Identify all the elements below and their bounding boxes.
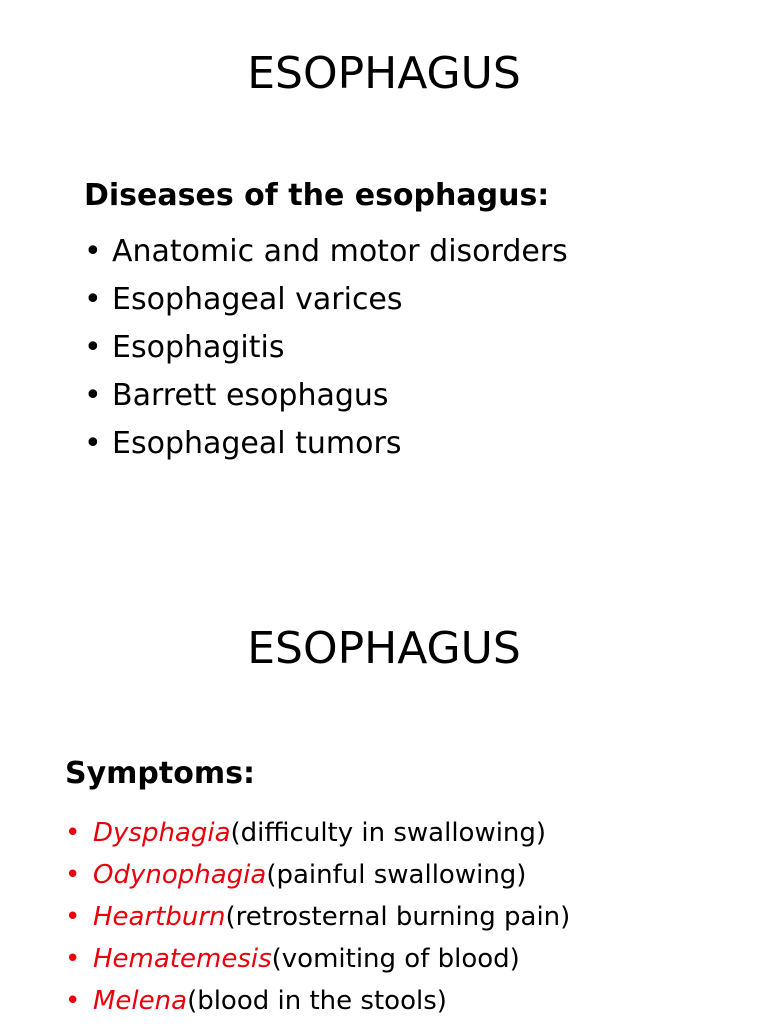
symptom-term: Dysphagia — [93, 818, 231, 848]
slide-title: ESOPHAGUS — [247, 48, 521, 99]
bullet-icon: • — [84, 234, 102, 269]
symptom-description: (difficulty in swallowing) — [230, 818, 547, 848]
bullet-icon: • — [65, 818, 81, 848]
symptoms-heading: Symptoms: — [65, 756, 255, 791]
list-item-text: Esophageal tumors — [112, 426, 402, 461]
diseases-list — [84, 228, 568, 468]
symptom-term: Odynophagia — [93, 860, 267, 890]
bullet-icon: • — [84, 378, 102, 413]
list-item — [65, 854, 570, 896]
bullet-icon: • — [84, 282, 102, 317]
list-item-text: Esophagitis — [112, 330, 285, 365]
symptom-description: (painful swallowing) — [266, 860, 527, 890]
bullet-icon: • — [84, 426, 102, 461]
symptom-term: Hematemesis — [93, 944, 272, 974]
symptom-term: Heartburn — [93, 902, 226, 932]
list-item — [84, 372, 568, 420]
bullet-icon: • — [65, 902, 81, 932]
list-item — [84, 420, 568, 468]
symptom-term: Melena — [93, 986, 188, 1016]
slide-symptoms — [0, 512, 768, 1024]
list-item — [65, 812, 570, 854]
list-item-text: Barrett esophagus — [112, 378, 389, 413]
list-item — [65, 980, 570, 1022]
bullet-icon: • — [65, 944, 81, 974]
symptom-description: (vomiting of blood) — [271, 944, 520, 974]
bullet-icon: • — [65, 986, 81, 1016]
list-item — [65, 938, 570, 980]
bullet-icon: • — [65, 860, 81, 890]
slide-title: ESOPHAGUS — [247, 623, 521, 674]
list-item-text: Anatomic and motor disorders — [112, 234, 568, 269]
list-item — [65, 896, 570, 938]
list-item — [84, 228, 568, 276]
symptom-description: (retrosternal burning pain) — [225, 902, 571, 932]
diseases-heading: Diseases of the esophagus: — [84, 178, 550, 213]
list-item — [84, 324, 568, 372]
symptom-description: (blood in the stools) — [187, 986, 447, 1016]
list-item-text: Esophageal varices — [112, 282, 403, 317]
list-item — [84, 276, 568, 324]
bullet-icon: • — [84, 330, 102, 365]
symptoms-list — [65, 812, 570, 1022]
